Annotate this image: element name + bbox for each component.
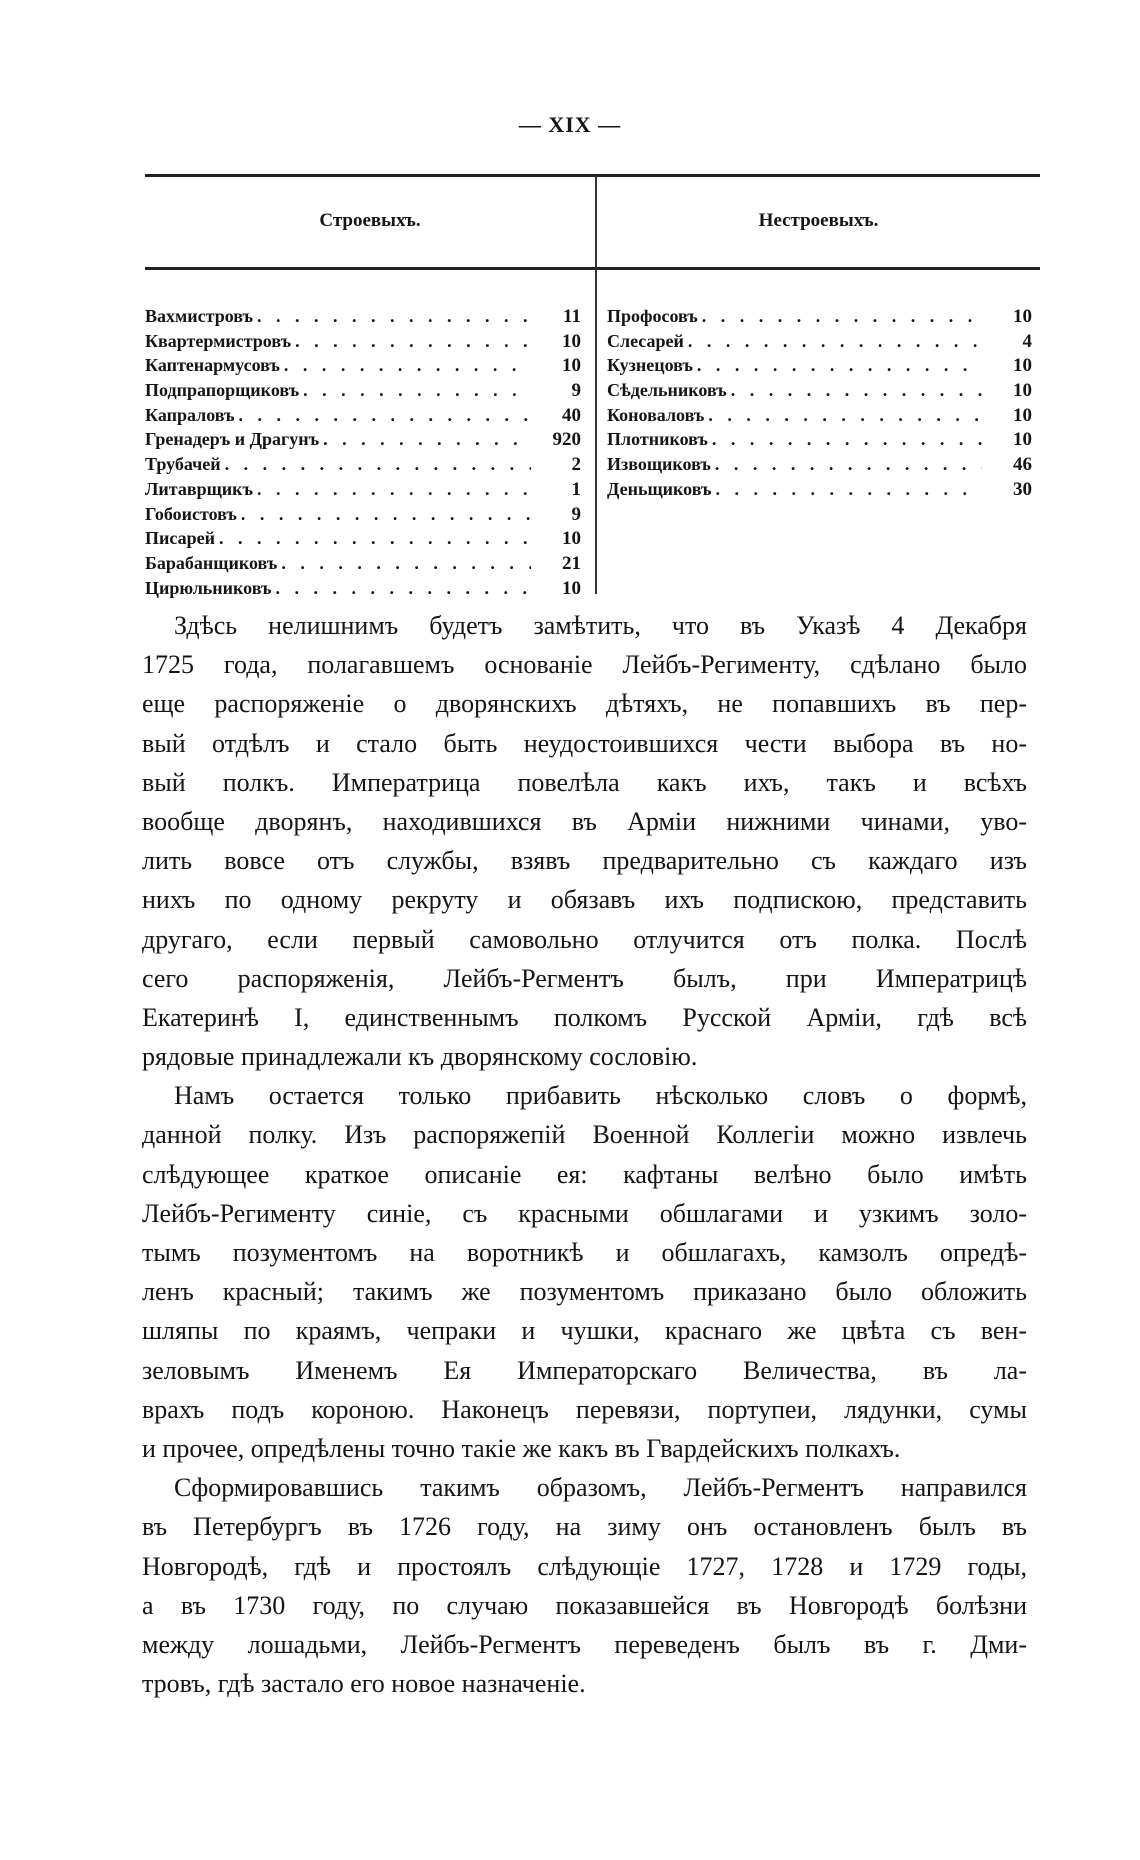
row-value: 9 (571, 503, 581, 525)
row-label: Каптенармусовъ (145, 355, 280, 376)
text-line: врахъ подъ короною. Наконецъ перевязи, портупеи, лядунки, сумы (142, 1394, 1027, 1424)
text-line: Здѣсь нелишнимъ будетъ замѣтить, что въ Указѣ 4 Декабря (174, 611, 1027, 640)
text-line: ленъ красный; такимъ же позументомъ приказано было обложить (142, 1277, 1027, 1307)
dot-leader (284, 353, 531, 377)
dot-leader (688, 329, 982, 353)
text-line: еще распоряженіе о дворянскихъ дѣтяхъ, не попавшихъ въ пер- (142, 689, 1027, 719)
text-line: въ Петербургъ въ 1726 году, на зиму онъ остановленъ былъ въ (142, 1512, 1027, 1542)
row-value: 1 (571, 478, 581, 500)
text-line: тровъ, гдѣ застало его новое назначеніе. (142, 1669, 586, 1699)
table-row (607, 329, 1032, 354)
table-row (607, 378, 1032, 403)
row-label: Слесарей (607, 330, 684, 351)
text-line: а въ 1730 году, по случаю показавшейся въ Новгородѣ болѣзни (142, 1590, 1027, 1620)
dot-leader (715, 452, 982, 476)
paragraph (142, 606, 1027, 1076)
row-value: 4 (1022, 330, 1032, 352)
table-header-rule (145, 267, 1040, 270)
row-label: Трубачей (145, 454, 221, 475)
row-value: 21 (562, 552, 581, 574)
row-label: Профосовъ (607, 306, 698, 326)
row-value: 40 (562, 404, 581, 426)
row-label: Коноваловъ (607, 404, 705, 425)
dot-leader (697, 353, 982, 377)
table-row (145, 378, 581, 403)
dot-leader (712, 427, 982, 451)
row-label: Цирюльниковъ (145, 577, 272, 598)
row-value: 10 (562, 330, 581, 352)
table-row (607, 477, 1032, 502)
dot-leader (241, 502, 531, 526)
table-row (145, 427, 581, 452)
text-line: Новгородѣ, гдѣ и простоялъ слѣдующіе 1727, 1728 и 1729 годы, (142, 1551, 1027, 1581)
table-row (145, 353, 581, 378)
text-line: рядовые принадлежали къ дворянскому сословію. (142, 1042, 698, 1072)
text-line: вый полкъ. Императрица повелѣла какъ ихъ, такъ и всѣхъ (142, 767, 1027, 797)
text-line: и прочее, опредѣлены точно такіе же какъ въ Гвардейскихъ полкахъ. (142, 1433, 901, 1463)
text-line: Лейбъ-Регименту синіе, съ красными обшлагами и узкимъ золо- (142, 1198, 1027, 1228)
table-row (607, 304, 1032, 329)
dot-leader (281, 551, 531, 575)
row-label: Писарей (145, 528, 215, 549)
text-line: другаго, если первый самовольно отлучится отъ полка. Послѣ (142, 924, 1027, 954)
row-value: 10 (1013, 306, 1032, 327)
paragraph (142, 1468, 1027, 1703)
page-number: — XIX — (518, 112, 622, 137)
table-row (607, 452, 1032, 477)
row-label: Кузнецовъ (607, 355, 693, 376)
column-divider (595, 176, 597, 594)
row-label: Квартермистровъ (145, 330, 292, 351)
row-value: 10 (1013, 429, 1032, 451)
text-line: Сформировавшись такимъ образомъ, Лейбъ-Регментъ направился (174, 1473, 1027, 1503)
text-line: 1725 года, полагавшемъ основаніе Лейбъ-Регименту, сдѣлано было (142, 650, 1027, 680)
text-line: вообще дворянъ, находившихся въ Арміи нижними чинами, уво- (142, 806, 1027, 836)
row-label: Вахмистровъ (145, 306, 254, 326)
column-header-noncombatant: Нестроевыхъ. (758, 210, 879, 231)
dot-leader (702, 304, 982, 328)
row-value: 10 (1013, 380, 1032, 402)
text-line: вый отдѣлъ и стало быть неудостоившихся чести выбора въ но- (142, 728, 1027, 758)
dot-leader (225, 452, 531, 476)
row-value: 10 (562, 355, 581, 377)
row-label: Гобоистовъ (145, 503, 237, 524)
table-row (607, 403, 1032, 428)
table-row (145, 477, 581, 502)
text-line: Екатеринѣ I, единственнымъ полкомъ Русской Арміи, гдѣ всѣ (142, 1002, 1027, 1032)
row-value: 10 (562, 528, 581, 550)
text-line: зеловымъ Именемъ Ея Императорскаго Величества, въ ла- (142, 1355, 1027, 1385)
table-row (145, 551, 581, 576)
row-value: 10 (1013, 355, 1032, 377)
row-label: Сѣдельниковъ (607, 380, 727, 401)
dot-leader (219, 526, 531, 550)
table-row (145, 576, 581, 601)
row-label: Гренадеръ и Драгунъ (145, 429, 320, 450)
row-value: 9 (571, 380, 581, 402)
row-label: Капраловъ (145, 404, 235, 425)
row-value: 46 (1013, 454, 1032, 476)
dot-leader (716, 477, 982, 501)
column-header-combatant: Строевыхъ. (319, 210, 421, 231)
dot-leader (708, 403, 982, 427)
row-value: 920 (552, 429, 581, 451)
table-row (607, 353, 1032, 378)
dot-leader (257, 477, 531, 501)
row-label: Литаврщикъ (145, 478, 254, 499)
table-row (145, 502, 581, 527)
text-line: нихъ по одному рекруту и обязавъ ихъ подпискою, представить (142, 885, 1027, 915)
staff-table (145, 174, 1040, 604)
dot-leader (239, 403, 531, 427)
row-value: 10 (562, 577, 581, 599)
row-label: Плотниковъ (607, 429, 708, 450)
text-line: Намъ остается только прибавить нѣсколько словъ о формѣ, (174, 1081, 1027, 1111)
text-line: слѣдующее краткое описаніе ея: кафтаны велѣно было имѣть (142, 1159, 1027, 1189)
noncombatant-list (607, 304, 1032, 502)
table-top-rule (145, 174, 1040, 177)
table-row (145, 329, 581, 354)
table-row (607, 427, 1032, 452)
dot-leader (731, 378, 982, 402)
row-value: 11 (563, 306, 581, 327)
table-row (145, 452, 581, 477)
row-value: 2 (571, 454, 581, 476)
text-line: лить вовсе отъ службы, взявъ предварительно съ каждаго изъ (142, 846, 1027, 876)
row-label: Подпрапорщиковъ (145, 380, 300, 401)
combatant-list (145, 304, 581, 600)
table-row (145, 304, 581, 329)
row-label: Барабанщиковъ (145, 552, 278, 573)
dot-leader (276, 576, 531, 600)
text-line: данной полку. Изъ распоряжепій Военной Коллегіи можно извлечь (142, 1120, 1027, 1150)
text-line: между лошадьми, Лейбъ-Регментъ переведенъ былъ въ г. Дми- (142, 1629, 1027, 1659)
table-row (145, 403, 581, 428)
row-label: Деньщиковъ (607, 478, 712, 499)
paragraph (142, 1076, 1027, 1468)
text-line: тымъ позументомъ на воротникѣ и обшлагахъ, камзолъ опредѣ- (142, 1238, 1027, 1267)
row-label: Извощиковъ (607, 454, 711, 475)
dot-leader (303, 378, 531, 402)
body-text (142, 606, 1027, 1703)
text-line: шляпы по краямъ, чепраки и чушки, краснаго же цвѣта съ вен- (142, 1316, 1027, 1346)
text-line: сего распоряженія, Лейбъ-Регментъ былъ, при Императрицѣ (142, 963, 1027, 993)
row-value: 10 (1013, 404, 1032, 426)
row-value: 30 (1013, 478, 1032, 500)
dot-leader (323, 427, 531, 451)
dot-leader (295, 329, 531, 353)
table-row (145, 526, 581, 551)
dot-leader (257, 304, 531, 328)
